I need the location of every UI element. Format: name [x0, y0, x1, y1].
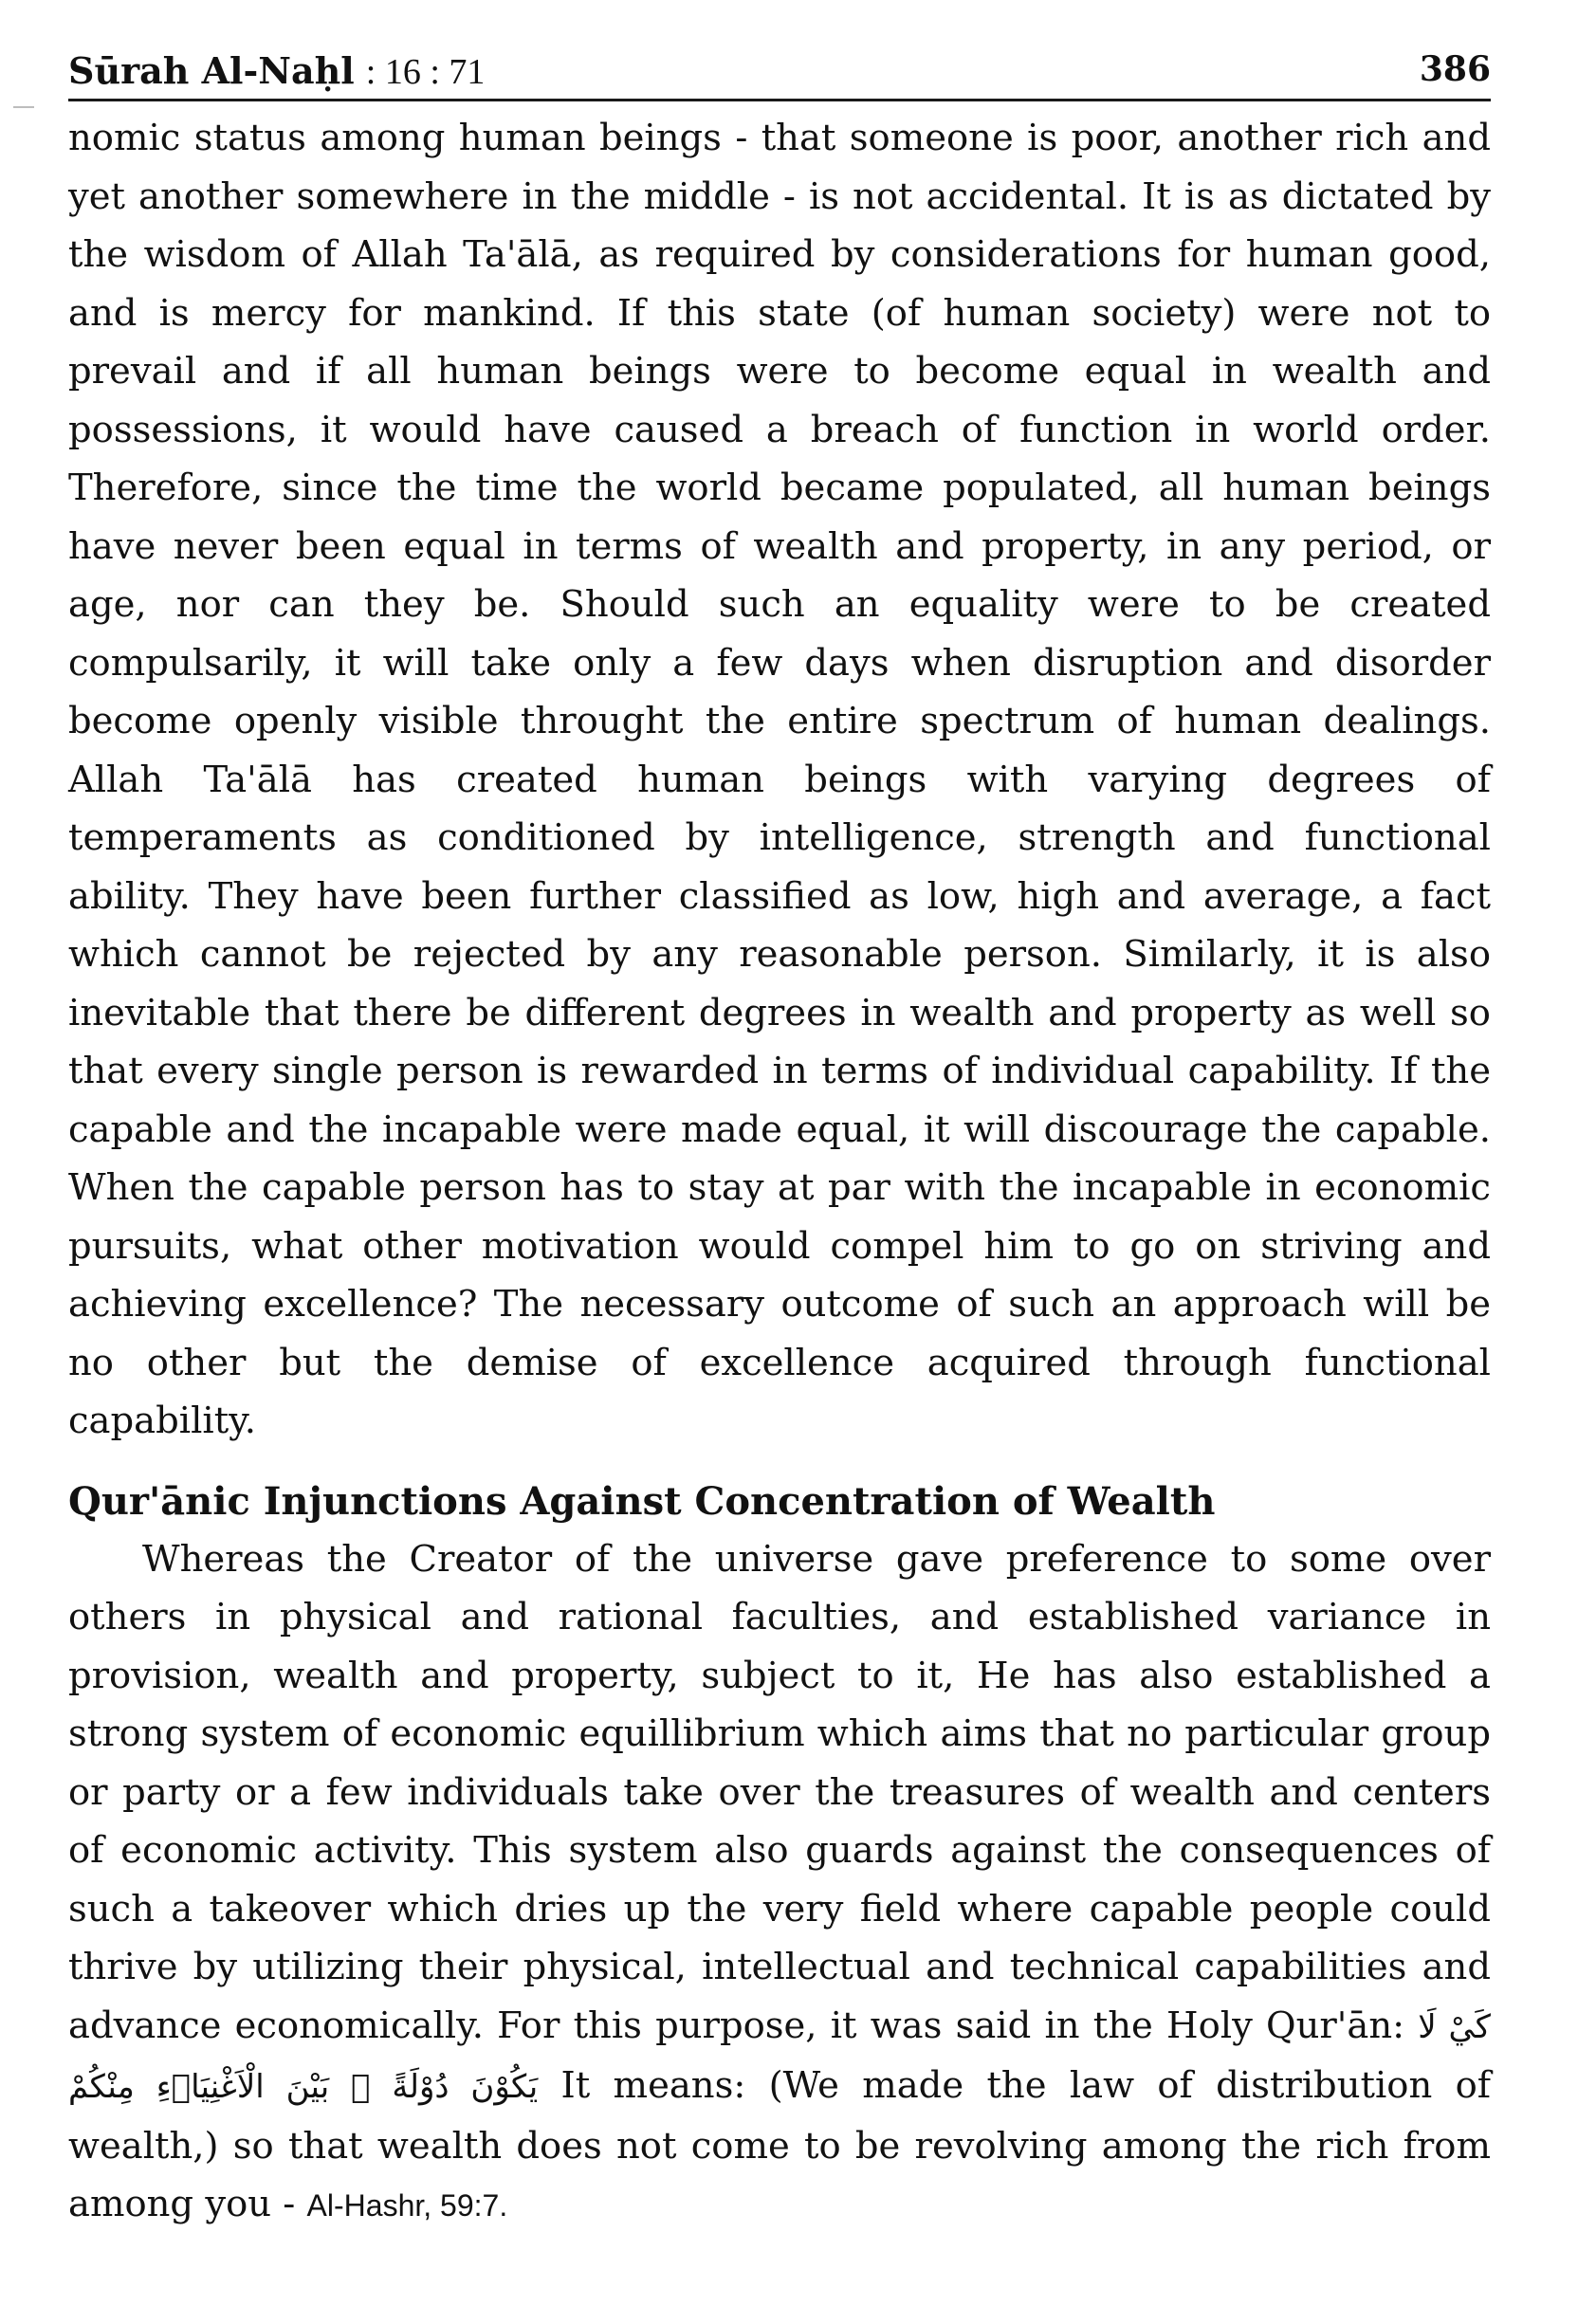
book-page: [68, 38, 1491, 2236]
surah-name: Sūrah Al-Naḥl: [68, 49, 355, 92]
running-head: [68, 49, 485, 93]
paragraph-2-text-after-verse: It means: (We made the law of distribution of wealth,) so that wealth does not come to be revolving among the rich from among you -: [68, 2064, 1492, 2225]
verse-reference: : 16 : 71: [365, 52, 486, 92]
section-heading: Qur'ānic Injunctions Against Concentration of Wealth: [68, 1478, 1216, 1524]
body-paragraph-1: nomic status among human beings - that someone is poor, another rich and yet another somewhere in the middle - is not accidental. It is as dictated by the wisdom of Allah Ta'ālā, as required by considerations for human good, and is mercy for mankind. If this state (of human society) were not to prevail and if all human beings were to become equal in wealth and possessions, it would have caused a breach of function in world order. Therefore, since the time the world became populated, all human beings have never been equal in terms of wealth and property, in any period, or age, nor can they be. Should such an equality were to be created compulsarily, it will take only a few days when disruption and disorder become openly visible throught the entire spectrum of human dealings. Allah Ta'ālā has created human beings with varying degrees of temperaments as conditioned by intelligence, strength and functional ability. They have been further classified as low, high and average, a fact which cannot be rejected by any reasonable person. Similarly, it is also inevitable that there be different degrees in wealth and property as well so that every single person is rewarded in terms of individual capability. If the capable and the incapable were made equal, it will discourage the capable. When the capable person has to stay at par with the incapable in economic pursuits, what other motivation would compel him to go on striving and achieving excellence? The necessary outcome of such an approach will be no other but the demise of excellence acquired through functional capability.: [68, 117, 1491, 1442]
paragraph-2-text-before-verse: Whereas the Creator of the universe gave preference to some over others in physical and rational faculties, and established variance in provision, wealth and property, subject to it, He has also established a strong system of economic equillibrium which aims that no particular group or party or a few individuals take over the treasures of wealth and centers of economic activity. This system also guards against the consequences of such a takeover which dries up the very field where capable people could thrive by utilizing their physical, intellectual and technical capabilities and advance economically. For this purpose, it was said in the Holy Qur'ān:: [68, 1537, 1491, 2047]
verse-citation: Al-Hashr, 59:7.: [306, 2188, 508, 2223]
arabic-verse-quote: كَيْ لَا يَكُوْنَ دُوْلَةً ۢ بَيْنَ الْاَغْنِيَاۤءِ مِنْكُمْ: [68, 2007, 1491, 2106]
page-header: [68, 38, 1491, 101]
page-number: 386: [1419, 49, 1491, 89]
body-paragraph-2: [68, 1530, 1491, 2236]
scan-margin-mark: [13, 106, 34, 108]
